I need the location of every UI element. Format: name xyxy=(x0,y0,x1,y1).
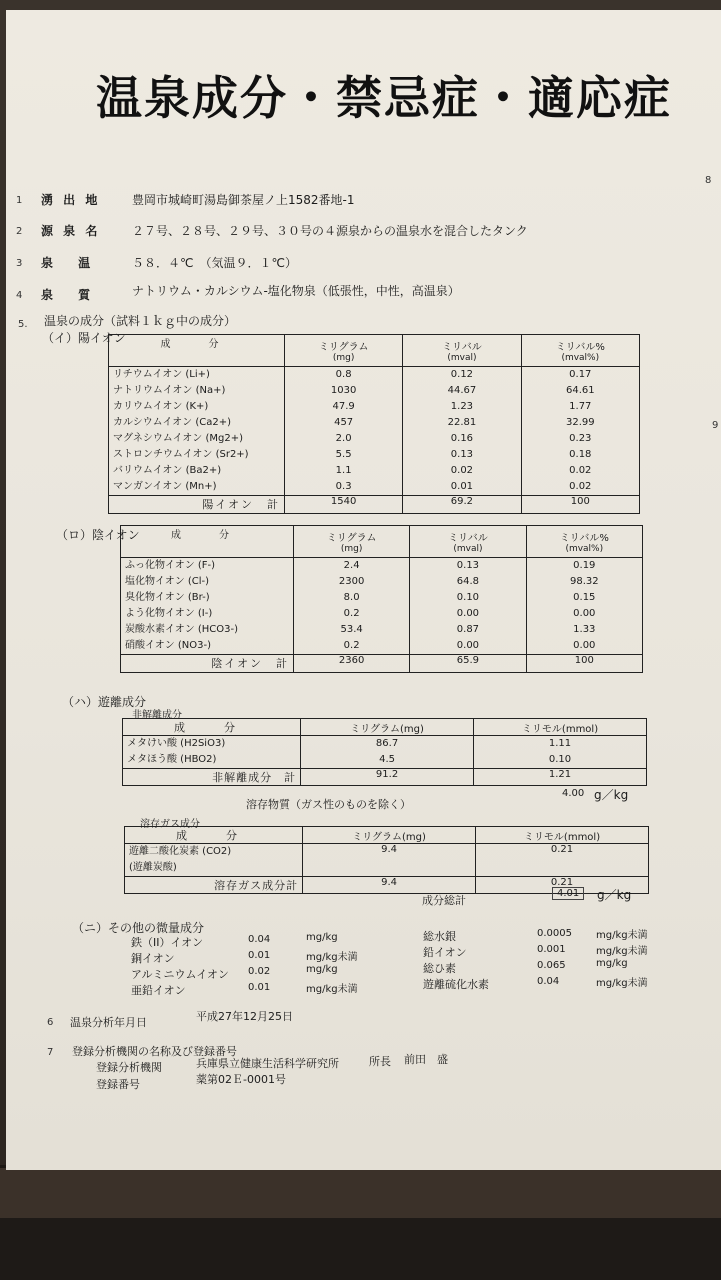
cation-mg-value: 457 xyxy=(334,417,354,428)
trace-left-unit: mg/kg xyxy=(306,932,338,943)
gas-total-label: 溶存ガス成分計 xyxy=(125,877,303,894)
trace-caption: （ニ）その他の微量成分 xyxy=(72,921,205,935)
gas-total-mmol: 0.21 xyxy=(476,877,649,894)
cation-pct-value: 0.23 xyxy=(569,433,592,444)
gas-body-row xyxy=(125,844,649,877)
anion-header-row xyxy=(121,526,643,558)
trace-right-name: 総水銀 xyxy=(423,930,456,943)
cation-pct-value: 32.99 xyxy=(565,417,595,428)
trace-left-value: 0.01 xyxy=(248,950,271,961)
gas-names-cell xyxy=(125,844,303,877)
grand-total-unit: g／kg xyxy=(597,888,632,902)
cation-mval-value: 0.12 xyxy=(450,369,474,380)
anion-mval-value: 0.00 xyxy=(456,640,480,651)
item-7-label: 登録分析機関の名称及び登録番号 xyxy=(72,1045,237,1058)
anion-name: 硝酸イオン (NO3-) xyxy=(125,640,212,651)
anion-mg-unit: (mg) xyxy=(340,544,363,554)
director-name: 前田 盛 xyxy=(404,1053,448,1066)
anion-total-label: 陰イオン 計 xyxy=(121,655,294,673)
item-2-value: ２７号、２８号、２９号、３０号の４源泉からの温泉水を混合したタンク xyxy=(132,224,528,238)
item-3-label: 泉 温 xyxy=(41,256,94,270)
dissolved-label: 溶存物質（ガス性のものを除く） xyxy=(246,798,411,811)
trace-left-value: 0.01 xyxy=(248,982,271,993)
trace-right-name: 遊離硫化水素 xyxy=(423,978,489,991)
director-title: 所長 xyxy=(369,1055,391,1068)
cation-name: リチウムイオン (Li+) xyxy=(113,369,210,380)
nondiss-mmol-cell xyxy=(474,736,647,769)
anion-pct-header: ミリバル% xyxy=(559,533,609,544)
item-6-number: 6 xyxy=(47,1017,54,1028)
trace-right-unit: mg/kg xyxy=(596,958,628,969)
anion-body-row xyxy=(121,558,643,655)
cation-pct-value: 0.17 xyxy=(569,369,592,380)
anion-total-mval: 65.9 xyxy=(410,655,526,673)
cation-mg-cell xyxy=(284,367,402,496)
cation-mg-value: 5.5 xyxy=(335,449,352,460)
nondiss-table xyxy=(122,718,647,786)
cation-col-name: 成 分 xyxy=(109,335,285,367)
gas-col-mmol: ミリモル(mmol) xyxy=(476,827,649,844)
nondiss-name: メタけい酸 (H2SiO3) xyxy=(127,738,226,749)
cation-mg-value: 1.1 xyxy=(335,465,352,476)
registration-label: 登録番号 xyxy=(96,1078,140,1091)
cation-pct-unit: (mval%) xyxy=(561,353,600,363)
nondiss-total-mg: 91.2 xyxy=(301,769,474,786)
anion-pct-cell xyxy=(526,558,642,655)
cation-mval-cell xyxy=(403,367,521,496)
gas-name: 遊離二酸化炭素 (CO2) xyxy=(129,846,232,857)
anion-mval-value: 64.8 xyxy=(456,576,480,587)
nondiss-col-mmol: ミリモル(mmol) xyxy=(474,719,647,736)
cation-pct-value: 0.02 xyxy=(569,465,592,476)
trace-left-unit: mg/kg未満 xyxy=(306,952,358,963)
cation-col-mval xyxy=(403,335,521,367)
page-title: 温泉成分・禁忌症・適応症 xyxy=(96,71,672,125)
analysis-sheet xyxy=(6,10,721,1170)
trace-right-unit: mg/kg未満 xyxy=(596,946,648,957)
nondiss-mmol-value: 1.11 xyxy=(548,738,572,749)
cation-col-pct xyxy=(521,335,639,367)
trace-left-name: 銅イオン xyxy=(131,952,175,965)
page-number-9: 9 xyxy=(712,420,719,431)
anion-mg-value: 0.2 xyxy=(343,640,360,651)
nondiss-sub-caption: 非解離成分 xyxy=(132,710,182,721)
item-5-number: 5. xyxy=(18,319,28,330)
cation-mval-unit: (mval) xyxy=(447,353,477,363)
dissolved-value: 4.00 xyxy=(562,788,585,799)
cation-mval-value: 0.13 xyxy=(450,449,474,460)
registration-value: 薬第02Ｅ-0001号 xyxy=(196,1073,286,1086)
cation-caption: （イ）陽イオン xyxy=(42,331,126,345)
anion-mval-value: 0.13 xyxy=(456,560,480,571)
gas-total-mg: 9.4 xyxy=(303,877,476,894)
nondiss-mg-cell xyxy=(301,736,474,769)
item-6-value: 平成27年12月25日 xyxy=(196,1010,293,1023)
item-7-number: 7 xyxy=(47,1047,54,1058)
cation-total-mg: 1540 xyxy=(284,496,402,514)
cation-total-row xyxy=(109,496,640,514)
trace-right-unit: mg/kg未満 xyxy=(596,978,648,989)
cation-mval-value: 0.02 xyxy=(450,465,474,476)
trace-left-unit: mg/kg xyxy=(306,964,338,975)
cation-body-row xyxy=(109,367,640,496)
nondiss-body-row xyxy=(123,736,647,769)
item-1-number: 1 xyxy=(16,195,23,206)
cation-mg-unit: (mg) xyxy=(332,353,355,363)
anion-mval-value: 0.10 xyxy=(456,592,480,603)
anion-name: 塩化物イオン (Cl-) xyxy=(125,576,210,587)
trace-right-name: 鉛イオン xyxy=(423,946,467,959)
cation-pct-value: 0.18 xyxy=(569,449,592,460)
nondiss-names-cell xyxy=(123,736,301,769)
cation-table xyxy=(108,334,640,514)
cation-mval-header: ミリバル xyxy=(442,342,482,353)
page-number-8: 8 xyxy=(705,175,712,186)
item-2-number: 2 xyxy=(16,226,23,237)
nondiss-mmol-value: 0.10 xyxy=(548,754,572,765)
item-3-value: ５８．４℃ （気温９．１℃） xyxy=(132,256,297,270)
anion-mg-value: 2.4 xyxy=(343,560,360,571)
anion-name: よう化物イオン (I-) xyxy=(125,608,213,619)
anion-name: ふっ化物イオン (F-) xyxy=(125,560,216,571)
nondiss-mg-value: 86.7 xyxy=(375,738,399,749)
nondiss-name: メタほう酸 (HBO2) xyxy=(127,754,217,765)
nondiss-total-row xyxy=(123,769,647,786)
anion-names-cell xyxy=(121,558,294,655)
trace-right-value: 0.04 xyxy=(537,976,560,987)
trace-right-unit: mg/kg未満 xyxy=(596,930,648,941)
item-2-label: 源 泉 名 xyxy=(41,224,101,238)
trace-right-value: 0.001 xyxy=(537,944,566,955)
trace-left-value: 0.04 xyxy=(248,934,271,945)
anion-pct-value: 0.00 xyxy=(573,608,596,619)
anion-mg-header: ミリグラム xyxy=(326,533,377,544)
cation-mval-value: 44.67 xyxy=(447,385,477,396)
anion-mval-value: 0.00 xyxy=(456,608,480,619)
grand-total-label: 成分総計 xyxy=(422,894,466,907)
cation-mg-header: ミリグラム xyxy=(318,342,369,353)
anion-mval-cell xyxy=(410,558,526,655)
nondiss-total-label: 非解離成分 計 xyxy=(123,769,301,786)
anion-mval-header: ミリバル xyxy=(448,533,488,544)
cation-names-cell xyxy=(109,367,285,496)
cation-pct-header: ミリバル% xyxy=(555,342,605,353)
nondiss-col-name: 成 分 xyxy=(123,719,301,736)
cation-name: ストロンチウムイオン (Sr2+) xyxy=(113,449,249,460)
anion-mg-value: 2300 xyxy=(338,576,365,587)
cation-col-mg xyxy=(284,335,402,367)
cation-mval-value: 0.01 xyxy=(450,481,474,492)
dissolved-unit: g／kg xyxy=(594,788,629,802)
cation-total-mval: 69.2 xyxy=(403,496,521,514)
item-4-label: 泉 質 xyxy=(41,288,94,302)
cation-mg-value: 0.8 xyxy=(335,369,352,380)
grand-total-value: 4.01 xyxy=(552,887,584,900)
anion-name: 臭化物イオン (Br-) xyxy=(125,592,210,603)
item-6-label: 温泉分析年月日 xyxy=(70,1016,147,1029)
trace-left-name: 亜鉛イオン xyxy=(131,984,186,997)
trace-left-unit: mg/kg未満 xyxy=(306,984,358,995)
trace-right-name: 総ひ素 xyxy=(423,962,456,975)
cation-mg-value: 2.0 xyxy=(335,433,352,444)
anion-pct-value: 1.33 xyxy=(573,624,596,635)
section-5-title: 温泉の成分（試料１ｋｇ中の成分） xyxy=(44,314,237,328)
nondiss-mg-value: 4.5 xyxy=(379,754,395,765)
anion-total-pct: 100 xyxy=(526,655,642,673)
gas-mmol-value: 0.21 xyxy=(476,844,649,877)
anion-caption: （ロ）陰イオン xyxy=(56,528,140,542)
anion-col-name: 成 分 xyxy=(121,526,294,558)
gas-table xyxy=(124,826,649,894)
anion-name: 炭酸水素イオン (HCO3-) xyxy=(125,624,239,635)
anion-col-mval xyxy=(410,526,526,558)
gas-name-alt: (遊離炭酸) xyxy=(129,862,177,873)
cation-name: カルシウムイオン (Ca2+) xyxy=(113,417,231,428)
cation-name: バリウムイオン (Ba2+) xyxy=(113,465,222,476)
nondiss-header-row xyxy=(123,719,647,736)
anion-pct-value: 0.00 xyxy=(573,640,596,651)
cation-total-pct: 100 xyxy=(521,496,639,514)
cation-pct-cell xyxy=(521,367,639,496)
anion-mval-unit: (mval) xyxy=(453,544,483,554)
trace-left-value: 0.02 xyxy=(248,966,271,977)
anion-mval-value: 0.87 xyxy=(456,624,480,635)
gas-col-name: 成 分 xyxy=(125,827,303,844)
cation-name: ナトリウムイオン (Na+) xyxy=(113,385,226,396)
anion-mg-cell xyxy=(293,558,409,655)
gas-header-row xyxy=(125,827,649,844)
anion-pct-value: 0.19 xyxy=(573,560,596,571)
anion-pct-unit: (mval%) xyxy=(565,544,604,554)
anion-col-mg xyxy=(293,526,409,558)
anion-mg-value: 53.4 xyxy=(340,624,363,635)
anion-total-row xyxy=(121,655,643,673)
gas-sub-caption: 溶存ガス成分 xyxy=(140,819,200,830)
analysis-org-label: 登録分析機関 xyxy=(96,1061,162,1074)
cation-pct-value: 0.02 xyxy=(569,481,592,492)
free-components-caption: （ハ）遊離成分 xyxy=(62,695,147,709)
cation-pct-value: 64.61 xyxy=(565,385,595,396)
trace-left-name: 鉄（II）イオン xyxy=(131,936,204,949)
anion-total-mg: 2360 xyxy=(293,655,409,673)
floor-area xyxy=(0,1215,721,1280)
cation-header-row xyxy=(109,335,640,367)
analysis-org-value: 兵庫県立健康生活科学研究所 xyxy=(196,1057,339,1070)
anion-table xyxy=(120,525,643,673)
cation-mval-value: 0.16 xyxy=(450,433,474,444)
anion-mg-value: 8.0 xyxy=(343,592,360,603)
gas-col-mg: ミリグラム(mg) xyxy=(303,827,476,844)
anion-mg-value: 0.2 xyxy=(343,608,360,619)
cation-name: マグネシウムイオン (Mg2+) xyxy=(113,433,243,444)
cation-mval-value: 1.23 xyxy=(450,401,474,412)
trace-left-name: アルミニウムイオン xyxy=(131,968,229,981)
cation-pct-value: 1.77 xyxy=(569,401,592,412)
cation-mval-value: 22.81 xyxy=(447,417,477,428)
anion-pct-value: 0.15 xyxy=(573,592,596,603)
nondiss-total-mmol: 1.21 xyxy=(474,769,647,786)
gas-mg-value: 9.4 xyxy=(303,844,476,877)
item-1-label: 湧 出 地 xyxy=(41,193,101,207)
cation-mg-value: 47.9 xyxy=(332,401,355,412)
item-4-number: 4 xyxy=(16,290,23,301)
cation-name: カリウムイオン (K+) xyxy=(113,401,209,412)
cation-mg-value: 0.3 xyxy=(335,481,352,492)
frame-bottom-edge xyxy=(0,1165,721,1218)
item-1-value: 豊岡市城崎町湯島御茶屋ノ上1582番地-1 xyxy=(132,193,355,207)
cation-total-label: 陽イオン 計 xyxy=(109,496,285,514)
anion-col-pct xyxy=(526,526,642,558)
item-4-value: ナトリウム・カルシウム-塩化物泉（低張性，中性，高温泉） xyxy=(132,284,460,298)
nondiss-col-mg: ミリグラム(mg) xyxy=(301,719,474,736)
cation-mg-value: 1030 xyxy=(330,385,357,396)
item-3-number: 3 xyxy=(16,258,23,269)
trace-right-value: 0.0005 xyxy=(537,928,572,939)
cation-name: マンガンイオン (Mn+) xyxy=(113,481,217,492)
anion-pct-value: 98.32 xyxy=(569,576,599,587)
trace-right-value: 0.065 xyxy=(537,960,566,971)
